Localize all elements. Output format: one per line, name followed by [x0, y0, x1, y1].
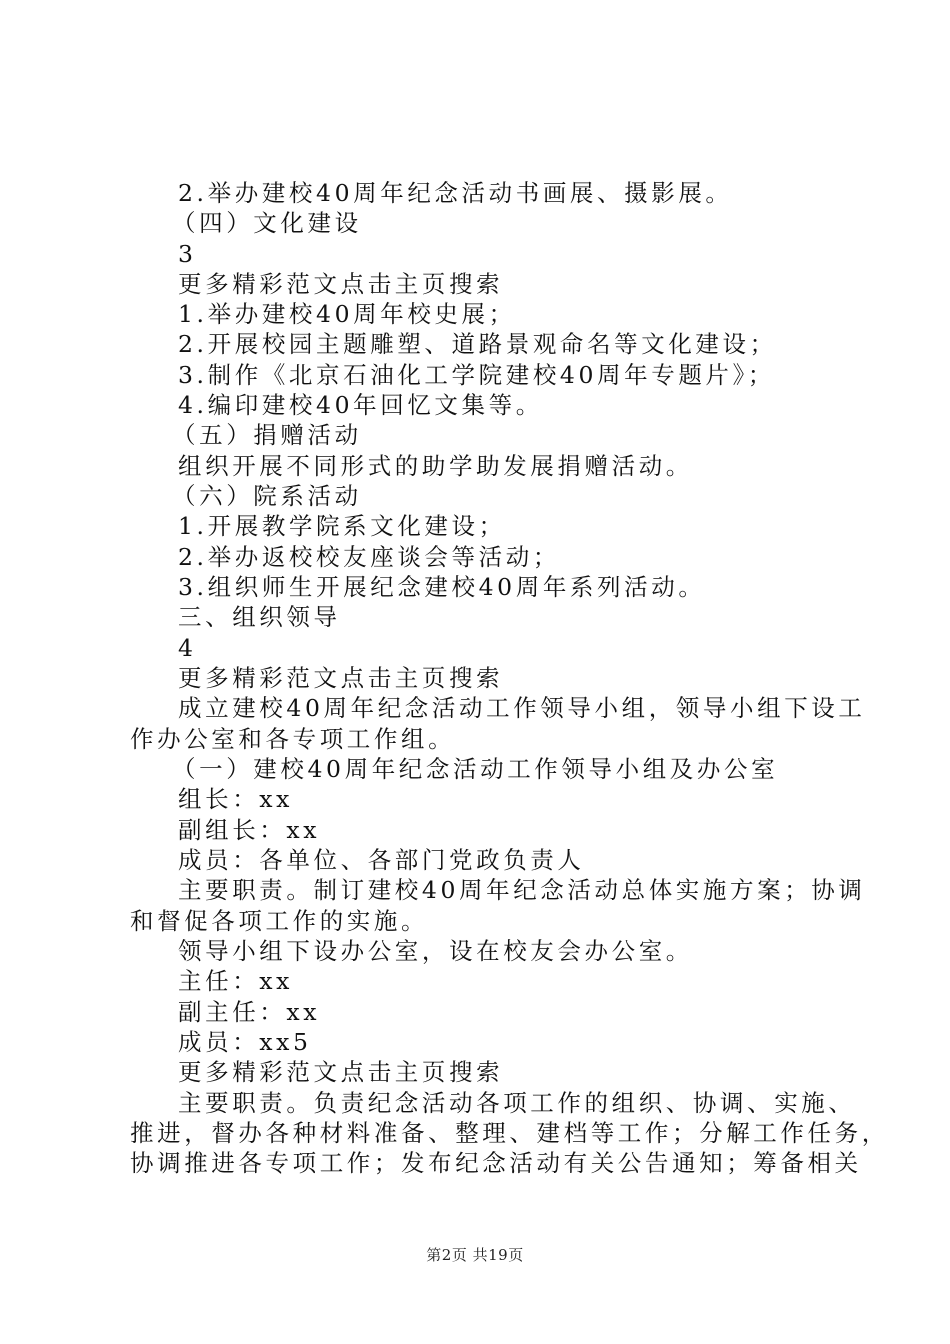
text-line: 作办公室和各专项工作组。 [130, 725, 456, 753]
watermark-text: 更多精彩范文点击主页搜索 [178, 1058, 504, 1086]
section-heading: （一）建校40周年纪念活动工作领导小组及办公室 [172, 755, 779, 783]
text-line: 2.开展校园主题雕塑、道路景观命名等文化建设； [178, 330, 777, 358]
section-heading: （五）捐赠活动 [172, 421, 362, 449]
page-number-marker: 4 [178, 634, 197, 662]
text-line: 组长：xx [178, 785, 294, 813]
text-line: 和督促各项工作的实施。 [130, 907, 429, 935]
text-line: 成员：xx5 [178, 1028, 312, 1056]
page-number-marker: 3 [178, 240, 197, 268]
text-line: 副主任：xx [178, 998, 321, 1026]
section-heading: 三、组织领导 [178, 603, 341, 631]
text-line: 3.组织师生开展纪念建校40周年系列活动。 [178, 573, 706, 601]
text-line: 成立建校40周年纪念活动工作领导小组，领导小组下设工 [178, 694, 866, 722]
page-footer: 第2页 共19页 [426, 1246, 524, 1264]
text-line: 成员：各单位、各部门党政负责人 [178, 846, 585, 874]
text-line: 副组长：xx [178, 816, 321, 844]
text-line: 组织开展不同形式的助学助发展捐赠活动。 [178, 452, 693, 480]
watermark-text: 更多精彩范文点击主页搜索 [178, 664, 504, 692]
text-line: 3.制作《北京石油化工学院建校40周年专题片》； [178, 361, 775, 389]
text-line: 4.编印建校40年回忆文集等。 [178, 391, 543, 419]
text-line: 推进，督办各种材料准备、整理、建档等工作；分解工作任务， [130, 1119, 889, 1147]
text-line: 主任：xx [178, 967, 294, 995]
section-heading: （四）文化建设 [172, 209, 362, 237]
text-line: 协调推进各专项工作；发布纪念活动有关公告通知；筹备相关 [130, 1149, 862, 1177]
text-line: 领导小组下设办公室，设在校友会办公室。 [178, 937, 693, 965]
text-line: 1.开展教学院系文化建设； [178, 512, 506, 540]
text-line: 1.举办建校40周年校史展； [178, 300, 516, 328]
text-line: 2.举办建校40周年纪念活动书画展、摄影展。 [178, 179, 733, 207]
text-line: 主要职责。制订建校40周年纪念活动总体实施方案；协调 [178, 876, 866, 904]
text-line: 主要职责。负责纪念活动各项工作的组织、协调、实施、 [178, 1089, 856, 1117]
watermark-text: 更多精彩范文点击主页搜索 [178, 270, 504, 298]
text-line: 2.举办返校校友座谈会等活动； [178, 543, 560, 571]
section-heading: （六）院系活动 [172, 482, 362, 510]
